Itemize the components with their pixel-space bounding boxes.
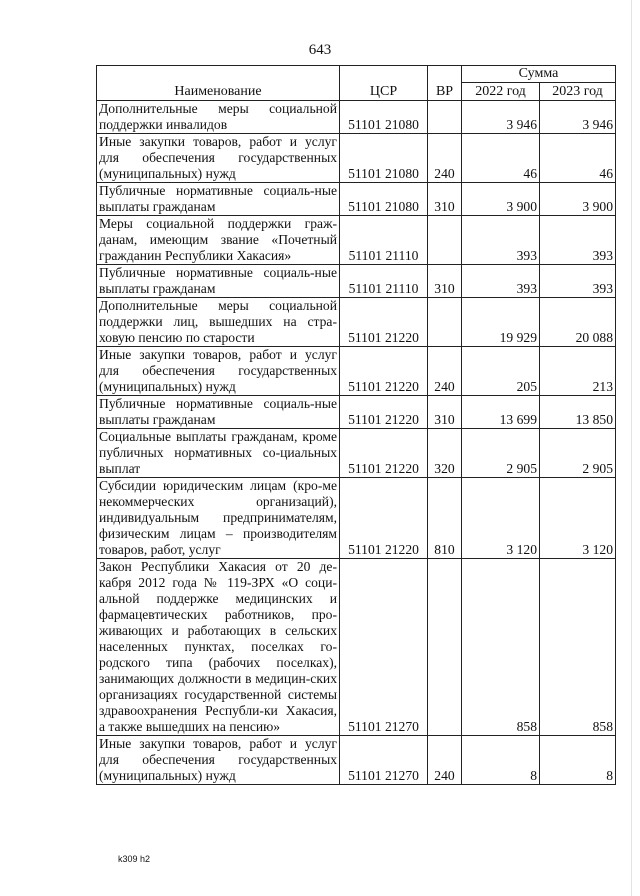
row-name: Субсидии юридическим лицам (кро-ме некоммерческих организаций), индивидуальным предпринимателям, физическим лицам – производителям товаров, работ, услуг: [97, 478, 340, 559]
table-row: [97, 396, 616, 429]
row-2022: 13 699: [462, 396, 540, 429]
row-2023: 858: [540, 559, 616, 736]
footer-code: k309 h2: [118, 854, 151, 864]
row-2022: 3 900: [462, 183, 540, 216]
row-2023: 2 905: [540, 429, 616, 478]
row-name: Иные закупки товаров, работ и услуг для обеспечения государственных (муниципальных) нужд: [97, 736, 340, 785]
row-code: 51101 21110: [340, 265, 428, 298]
budget-table: [96, 65, 616, 785]
row-name: Иные закупки товаров, работ и услуг для обеспечения государственных (муниципальных) нужд: [97, 134, 340, 183]
row-vr: 810: [428, 478, 462, 559]
row-2023: 8: [540, 736, 616, 785]
row-vr: [428, 559, 462, 736]
row-code: 51101 21270: [340, 559, 428, 736]
row-name: Дополнительные меры социальной поддержки инвалидов: [97, 101, 340, 134]
row-2023: 3 946: [540, 101, 616, 134]
header-year-2022: 2022 год: [462, 83, 540, 101]
row-name: Дополнительные меры социальной поддержки лиц, вышедших на стра-ховую пенсию по старости: [97, 298, 340, 347]
table-row: [97, 429, 616, 478]
row-code: 51101 21220: [340, 347, 428, 396]
row-vr: [428, 216, 462, 265]
scan-edge-line: [631, 0, 632, 896]
row-2023: 393: [540, 216, 616, 265]
table-row: [97, 265, 616, 298]
row-2022: 3 120: [462, 478, 540, 559]
row-vr: 240: [428, 736, 462, 785]
row-2022: 8: [462, 736, 540, 785]
row-code: 51101 21080: [340, 101, 428, 134]
header-sum: Сумма: [462, 66, 616, 83]
header-code: ЦСР: [340, 66, 428, 101]
table-row: [97, 183, 616, 216]
table-row: [97, 347, 616, 396]
row-name: Публичные нормативные социаль-ные выплаты гражданам: [97, 265, 340, 298]
row-vr: 240: [428, 134, 462, 183]
row-2022: 19 929: [462, 298, 540, 347]
row-2022: 46: [462, 134, 540, 183]
row-name: Публичные нормативные социаль-ные выплаты гражданам: [97, 183, 340, 216]
row-2023: 13 850: [540, 396, 616, 429]
row-vr: [428, 298, 462, 347]
row-code: 51101 21220: [340, 478, 428, 559]
row-code: 51101 21220: [340, 396, 428, 429]
row-vr: 320: [428, 429, 462, 478]
row-code: 51101 21220: [340, 429, 428, 478]
row-2022: 393: [462, 216, 540, 265]
table-row: [97, 736, 616, 785]
header-vr: ВР: [428, 66, 462, 101]
row-vr: [428, 101, 462, 134]
row-2023: 213: [540, 347, 616, 396]
row-2023: 393: [540, 265, 616, 298]
table-row: [97, 101, 616, 134]
row-code: 51101 21270: [340, 736, 428, 785]
row-name: Меры социальной поддержки граж-данам, имеющим звание «Почетный гражданин Республики Хакасия»: [97, 216, 340, 265]
row-2023: 20 088: [540, 298, 616, 347]
row-2022: 205: [462, 347, 540, 396]
row-2023: 46: [540, 134, 616, 183]
row-2022: 393: [462, 265, 540, 298]
row-2022: 858: [462, 559, 540, 736]
row-code: 51101 21220: [340, 298, 428, 347]
row-name: Социальные выплаты гражданам, кроме публичных нормативных со-циальных выплат: [97, 429, 340, 478]
row-2022: 2 905: [462, 429, 540, 478]
row-code: 51101 21110: [340, 216, 428, 265]
row-vr: 240: [428, 347, 462, 396]
header-name: Наименование: [97, 66, 340, 101]
row-2023: 3 900: [540, 183, 616, 216]
header-year-2023: 2023 год: [540, 83, 616, 101]
row-name: Закон Республики Хакасия от 20 де-кабря 2012 года № 119-ЗРХ «О соци-альной поддержке медицинских и фармацевтических работников, про-живающих и работающих в сельских населенных пунктах, поселках го-родского типа (рабочих поселках), занимающих должности в медицин-ских организациях государственной системы здравоохранения Республи-ки Хакасия, а также вышедших на пенсию»: [97, 559, 340, 736]
row-name: Публичные нормативные социаль-ные выплаты гражданам: [97, 396, 340, 429]
page-number: 643: [308, 42, 332, 58]
row-2023: 3 120: [540, 478, 616, 559]
table-row: [97, 216, 616, 265]
row-name: Иные закупки товаров, работ и услуг для обеспечения государственных (муниципальных) нужд: [97, 347, 340, 396]
row-vr: 310: [428, 265, 462, 298]
table-row: [97, 298, 616, 347]
row-2022: 3 946: [462, 101, 540, 134]
table-row: [97, 559, 616, 736]
row-vr: 310: [428, 396, 462, 429]
row-code: 51101 21080: [340, 134, 428, 183]
table-row: [97, 134, 616, 183]
row-vr: 310: [428, 183, 462, 216]
table-row: [97, 478, 616, 559]
row-code: 51101 21080: [340, 183, 428, 216]
